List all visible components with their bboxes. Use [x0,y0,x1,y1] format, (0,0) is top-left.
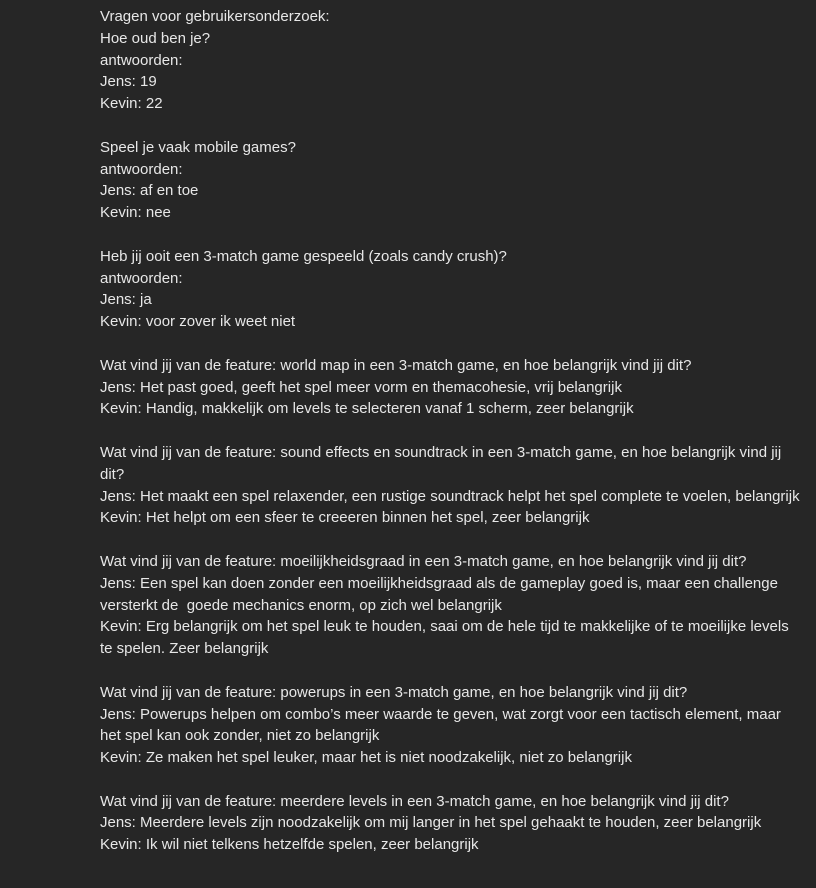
answer-jens: Jens: Het maakt een spel relaxender, een rustige soundtrack helpt het spel complete te voelen, belangrijk [100,487,800,505]
document-title: Vragen voor gebruikersonderzoek: [100,8,330,25]
blank-line [100,529,800,551]
answer-kevin: Kevin: 22 [100,95,163,113]
answer-jens: Jens: Een spel kan doen zonder een moeilijkheidsgraad als de gameplay goed is, maar een challenge versterkt de goede mechanics enorm, op zich wel belangrijk [100,574,783,614]
answer-jens: Jens: ja [100,291,152,309]
answer-jens: Jens: Powerups helpen om combo’s meer waarde te geven, wat zorgt voor een tactisch element, maar het spel kan ook zonder, niet zo belangrijk [100,705,786,745]
question: Speel je vaak mobile games? [100,138,296,156]
blank-line [100,333,800,355]
answers-label: antwoorden: [100,269,183,287]
question: Wat vind jij van de feature: world map in een 3-match game, en hoe belangrijk vind jij dit? [100,356,692,374]
answers-label: antwoorden: [100,51,183,69]
blank-line [100,420,800,442]
answer-kevin: Kevin: Ik wil niet telkens hetzelfde spelen, zeer belangrijk [100,836,479,854]
answers-label: antwoorden: [100,160,183,178]
blank-line [100,769,800,791]
answer-jens: Jens: Meerdere levels zijn noodzakelijk om mij langer in het spel gehaakt te houden, zeer belangrijk [100,814,762,832]
question: Hoe oud ben je? [100,29,211,47]
question: Wat vind jij van de feature: moeilijkheidsgraad in een 3-match game, en hoe belangrijk vind jij dit? [100,552,747,570]
blank-line [100,224,800,246]
answer-jens: Jens: 19 [100,73,157,91]
question: Wat vind jij van de feature: sound effects en soundtrack in een 3-match game, en hoe belangrijk vind jij dit? [100,443,786,483]
question: Heb jij ooit een 3-match game gespeeld (zoals candy crush)? [100,247,507,265]
document-body[interactable] [100,6,800,856]
question: Wat vind jij van de feature: meerdere levels in een 3-match game, en hoe belangrijk vind jij dit? [100,792,729,810]
blank-line [100,660,800,682]
answer-kevin: Kevin: Erg belangrijk om het spel leuk te houden, saai om de hele tijd te makkelijke of te moeilijke levels te spelen. Zeer belangrijk [100,618,793,658]
answer-kevin: Kevin: voor zover ik weet niet [100,313,296,331]
answer-jens: Jens: Het past goed, geeft het spel meer vorm en themacohesie, vrij belangrijk [100,378,622,396]
answer-jens: Jens: af en toe [100,182,199,200]
answer-kevin: Kevin: Ze maken het spel leuker, maar het is niet noodzakelijk, niet zo belangrijk [100,749,632,767]
question: Wat vind jij van de feature: powerups in een 3-match game, en hoe belangrijk vind jij dit? [100,683,688,701]
answer-kevin: Kevin: Het helpt om een sfeer te creeeren binnen het spel, zeer belangrijk [100,509,590,527]
blank-line [100,115,800,137]
answer-kevin: Kevin: Handig, makkelijk om levels te selecteren vanaf 1 scherm, zeer belangrijk [100,400,634,418]
answer-kevin: Kevin: nee [100,204,171,222]
